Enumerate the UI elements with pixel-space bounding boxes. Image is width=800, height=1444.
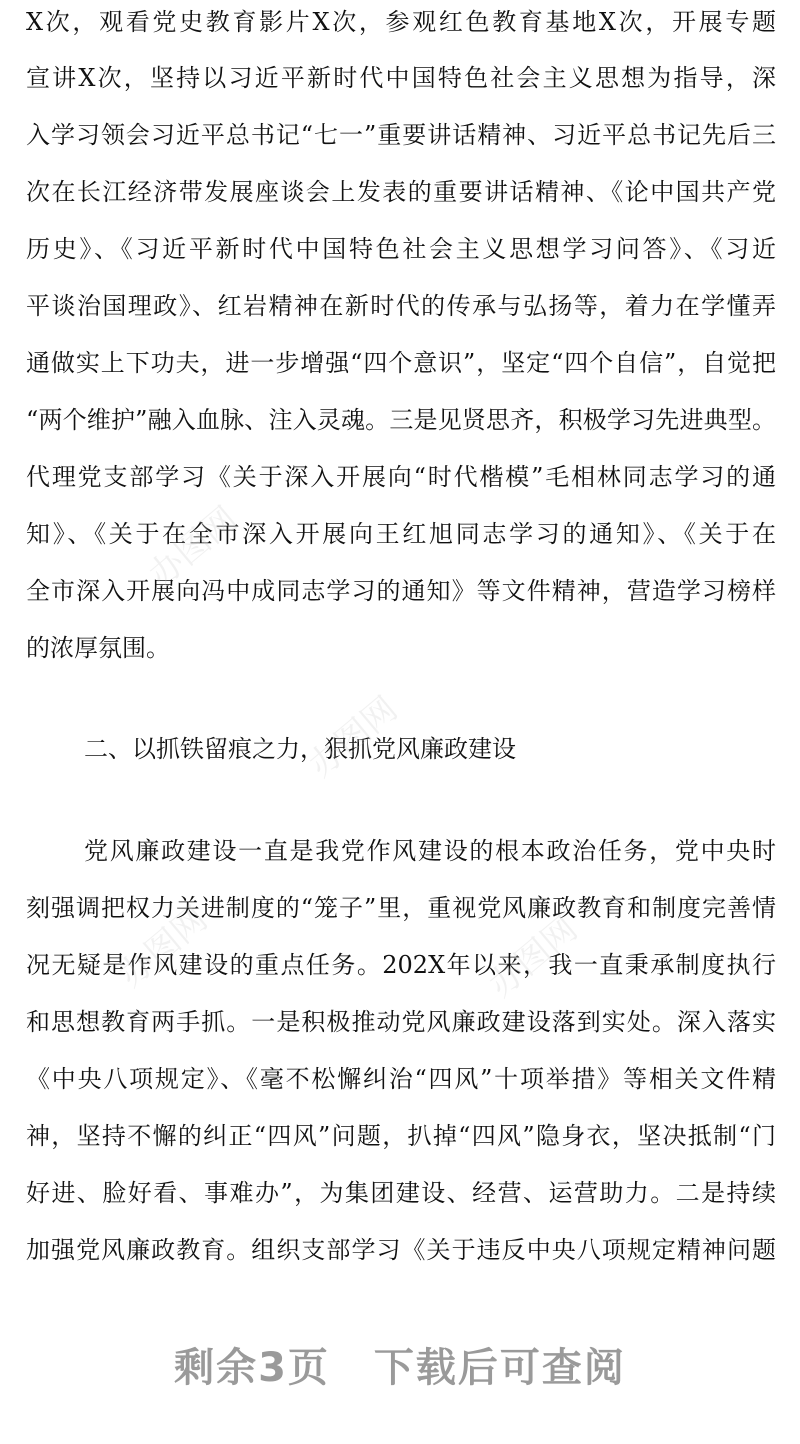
- text-line: “两个维护”融入血脉、注入灵魂。三是见贤思齐，积极学习先进典型。: [26, 406, 776, 434]
- download-to-view-label: 下载后可查阅: [373, 1345, 626, 1391]
- watermark: 办图网: [141, 499, 246, 596]
- text-line: 的浓厚氛围。: [26, 634, 170, 662]
- watermark: 办图网: [111, 899, 216, 996]
- text-line: 党风廉政建设一直是我党作风建设的根本政治任务，党中央时: [84, 837, 776, 865]
- text-line: 历史》、《习近平新时代中国特色社会主义思想学习问答》、《习近: [26, 235, 776, 263]
- text-line: 和思想教育两手抓。一是积极推动党风廉政建设落到实处。深入落实: [26, 1008, 776, 1036]
- text-line: 知》、《关于在全市深入开展向王红旭同志学习的通知》、《关于在: [26, 520, 776, 548]
- watermark: 办图网: [481, 909, 586, 1006]
- text-line: 通做实上下功夫，进一步增强“四个意识”，坚定“四个自信”，自觉把: [26, 349, 776, 377]
- text-line: 次在长江经济带发展座谈会上发表的重要讲话精神、《论中国共产党: [26, 178, 776, 206]
- remaining-pages-label: 剩余3页: [174, 1345, 330, 1391]
- text-line: 况无疑是作风建设的重点任务。202X年以来，我一直秉承制度执行: [26, 951, 776, 979]
- text-line: 平谈治国理政》、红岩精神在新时代的传承与弘扬等，着力在学懂弄: [26, 292, 776, 320]
- text-line: X次，观看党史教育影片X次，参观红色教育基地X次，开展专题: [26, 8, 776, 36]
- download-prompt[interactable]: [0, 1344, 800, 1392]
- text-line: 加强党风廉政教育。组织支部学习《关于违反中央八项规定精神问题: [26, 1236, 776, 1264]
- text-line: 宣讲X次，坚持以习近平新时代中国特色社会主义思想为指导，深: [26, 64, 776, 92]
- section-heading: 二、以抓铁留痕之力，狠抓党风廉政建设: [84, 735, 516, 763]
- text-line: 好进、脸好看、事难办”，为集团建设、经营、运营助力。二是持续: [26, 1179, 776, 1207]
- watermark: 办图网: [301, 689, 406, 786]
- text-line: 《中央八项规定》、《毫不松懈纠治“四风”十项举措》等相关文件精: [26, 1065, 776, 1093]
- text-line: 刻强调把权力关进制度的“笼子”里，重视党风廉政教育和制度完善情: [26, 894, 776, 922]
- text-line: 入学习领会习近平总书记“七一”重要讲话精神、习近平总书记先后三: [26, 121, 776, 149]
- text-line: 代理党支部学习《关于深入开展向“时代楷模”毛相林同志学习的通: [26, 463, 776, 491]
- text-line: 全市深入开展向冯中成同志学习的通知》等文件精神，营造学习榜样: [26, 577, 776, 605]
- text-line: 神，坚持不懈的纠正“四风”问题，扒掉“四风”隐身衣，坚决抵制“门: [26, 1122, 776, 1150]
